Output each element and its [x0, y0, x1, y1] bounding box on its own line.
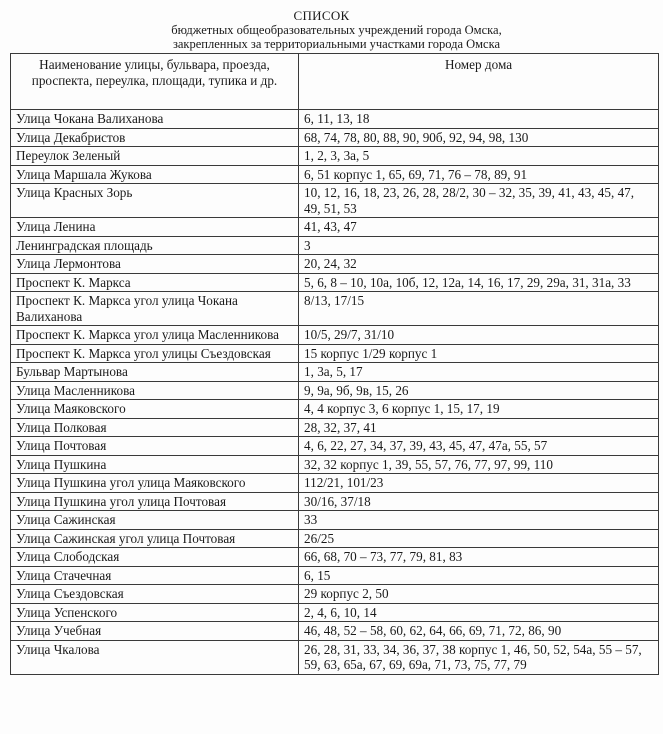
- house-numbers-cell: 3: [299, 236, 659, 255]
- street-name-cell: Улица Успенского: [11, 603, 299, 622]
- house-numbers-cell: 46, 48, 52 – 58, 60, 62, 64, 66, 69, 71, 72, 86, 90: [299, 622, 659, 641]
- table-row: [11, 255, 659, 274]
- street-name-cell: Улица Чкалова: [11, 640, 299, 674]
- table-row: [11, 566, 659, 585]
- street-name-cell: Улица Почтовая: [11, 437, 299, 456]
- table-body: [11, 110, 659, 675]
- house-numbers-cell: 8/13, 17/15: [299, 292, 659, 326]
- street-name-cell: Проспект К. Маркса угол улица Чокана Валиханова: [11, 292, 299, 326]
- table-row: [11, 128, 659, 147]
- street-name-cell: Улица Пушкина угол улица Почтовая: [11, 492, 299, 511]
- house-numbers-cell: 26/25: [299, 529, 659, 548]
- table-row: [11, 492, 659, 511]
- table-row: [11, 363, 659, 382]
- house-numbers-cell: 1, 2, 3, 3а, 5: [299, 147, 659, 166]
- street-name-cell: Улица Чокана Валиханова: [11, 110, 299, 129]
- table-row: [11, 381, 659, 400]
- house-numbers-cell: 29 корпус 2, 50: [299, 585, 659, 604]
- house-numbers-cell: 68, 74, 78, 80, 88, 90, 90б, 92, 94, 98, 130: [299, 128, 659, 147]
- table-row: [11, 344, 659, 363]
- table-row: [11, 511, 659, 530]
- table-row: [11, 292, 659, 326]
- house-numbers-cell: 6, 11, 13, 18: [299, 110, 659, 129]
- table-header-row: [11, 54, 659, 110]
- table-row: [11, 529, 659, 548]
- table-row: [11, 640, 659, 674]
- table-row: [11, 326, 659, 345]
- table-row: [11, 603, 659, 622]
- street-name-cell: Улица Лермонтова: [11, 255, 299, 274]
- street-name-cell: Проспект К. Маркса: [11, 273, 299, 292]
- house-numbers-cell: 26, 28, 31, 33, 34, 36, 37, 38 корпус 1, 46, 50, 52, 54а, 55 – 57, 59, 63, 65а, 67, 69, 69а, 71, 73, 75, 77, 79: [299, 640, 659, 674]
- street-name-cell: Улица Пушкина угол улица Маяковского: [11, 474, 299, 493]
- table-row: [11, 218, 659, 237]
- table-row: [11, 585, 659, 604]
- street-name-cell: Улица Пушкина: [11, 455, 299, 474]
- table-row: [11, 400, 659, 419]
- street-name-cell: Улица Маяковского: [11, 400, 299, 419]
- house-numbers-cell: 6, 51 корпус 1, 65, 69, 71, 76 – 78, 89, 91: [299, 165, 659, 184]
- column-header-street: Наименование улицы, бульвара, проезда, проспекта, переулка, площади, тупика и др.: [11, 54, 299, 110]
- street-name-cell: Проспект К. Маркса угол улицы Съездовская: [11, 344, 299, 363]
- street-name-cell: Улица Съездовская: [11, 585, 299, 604]
- street-name-cell: Улица Учебная: [11, 622, 299, 641]
- street-name-cell: Улица Маршала Жукова: [11, 165, 299, 184]
- table-row: [11, 455, 659, 474]
- table-row: [11, 273, 659, 292]
- street-name-cell: Улица Масленникова: [11, 381, 299, 400]
- house-numbers-cell: 30/16, 37/18: [299, 492, 659, 511]
- house-numbers-cell: 32, 32 корпус 1, 39, 55, 57, 76, 77, 97, 99, 110: [299, 455, 659, 474]
- house-numbers-cell: 112/21, 101/23: [299, 474, 659, 493]
- table-row: [11, 184, 659, 218]
- street-name-cell: Улица Полковая: [11, 418, 299, 437]
- house-numbers-cell: 66, 68, 70 – 73, 77, 79, 81, 83: [299, 548, 659, 567]
- document-subtitle-line-2: закрепленных за территориальными участками города Омска: [172, 37, 501, 51]
- house-numbers-cell: 10, 12, 16, 18, 23, 26, 28, 28/2, 30 – 32, 35, 39, 41, 43, 45, 47, 49, 51, 53: [299, 184, 659, 218]
- street-name-cell: Улица Сажинская угол улица Почтовая: [11, 529, 299, 548]
- table-row: [11, 418, 659, 437]
- house-numbers-cell: 4, 4 корпус 3, 6 корпус 1, 15, 17, 19: [299, 400, 659, 419]
- house-numbers-cell: 33: [299, 511, 659, 530]
- column-header-house-numbers: Номер дома: [299, 54, 659, 110]
- table-row: [11, 622, 659, 641]
- house-numbers-cell: 10/5, 29/7, 31/10: [299, 326, 659, 345]
- street-name-cell: Улица Красных Зорь: [11, 184, 299, 218]
- document-subtitle-line-1: бюджетных общеобразовательных учреждений города Омска,: [171, 23, 502, 37]
- streets-table: [10, 53, 659, 675]
- document-title: СПИСОК: [293, 8, 350, 23]
- house-numbers-cell: 41, 43, 47: [299, 218, 659, 237]
- table-row: [11, 236, 659, 255]
- street-name-cell: Проспект К. Маркса угол улица Масленникова: [11, 326, 299, 345]
- table-row: [11, 165, 659, 184]
- street-name-cell: Улица Сажинская: [11, 511, 299, 530]
- house-numbers-cell: 1, 3а, 5, 17: [299, 363, 659, 382]
- street-name-cell: Улица Стачечная: [11, 566, 299, 585]
- table-row: [11, 110, 659, 129]
- house-numbers-cell: 2, 4, 6, 10, 14: [299, 603, 659, 622]
- street-name-cell: Улица Декабристов: [11, 128, 299, 147]
- house-numbers-cell: 9, 9а, 9б, 9в, 15, 26: [299, 381, 659, 400]
- table-row: [11, 474, 659, 493]
- house-numbers-cell: 4, 6, 22, 27, 34, 37, 39, 43, 45, 47, 47а, 55, 57: [299, 437, 659, 456]
- house-numbers-cell: 20, 24, 32: [299, 255, 659, 274]
- house-numbers-cell: 6, 15: [299, 566, 659, 585]
- house-numbers-cell: 5, 6, 8 – 10, 10а, 10б, 12, 12а, 14, 16, 17, 29, 29а, 31, 31а, 33: [299, 273, 659, 292]
- table-row: [11, 548, 659, 567]
- house-numbers-cell: 28, 32, 37, 41: [299, 418, 659, 437]
- street-name-cell: Улица Ленина: [11, 218, 299, 237]
- street-name-cell: Бульвар Мартынова: [11, 363, 299, 382]
- street-name-cell: Улица Слободская: [11, 548, 299, 567]
- table-row: [11, 437, 659, 456]
- street-name-cell: Переулок Зеленый: [11, 147, 299, 166]
- house-numbers-cell: 15 корпус 1/29 корпус 1: [299, 344, 659, 363]
- table-row: [11, 147, 659, 166]
- document-header: [0, 8, 663, 51]
- street-name-cell: Ленинградская площадь: [11, 236, 299, 255]
